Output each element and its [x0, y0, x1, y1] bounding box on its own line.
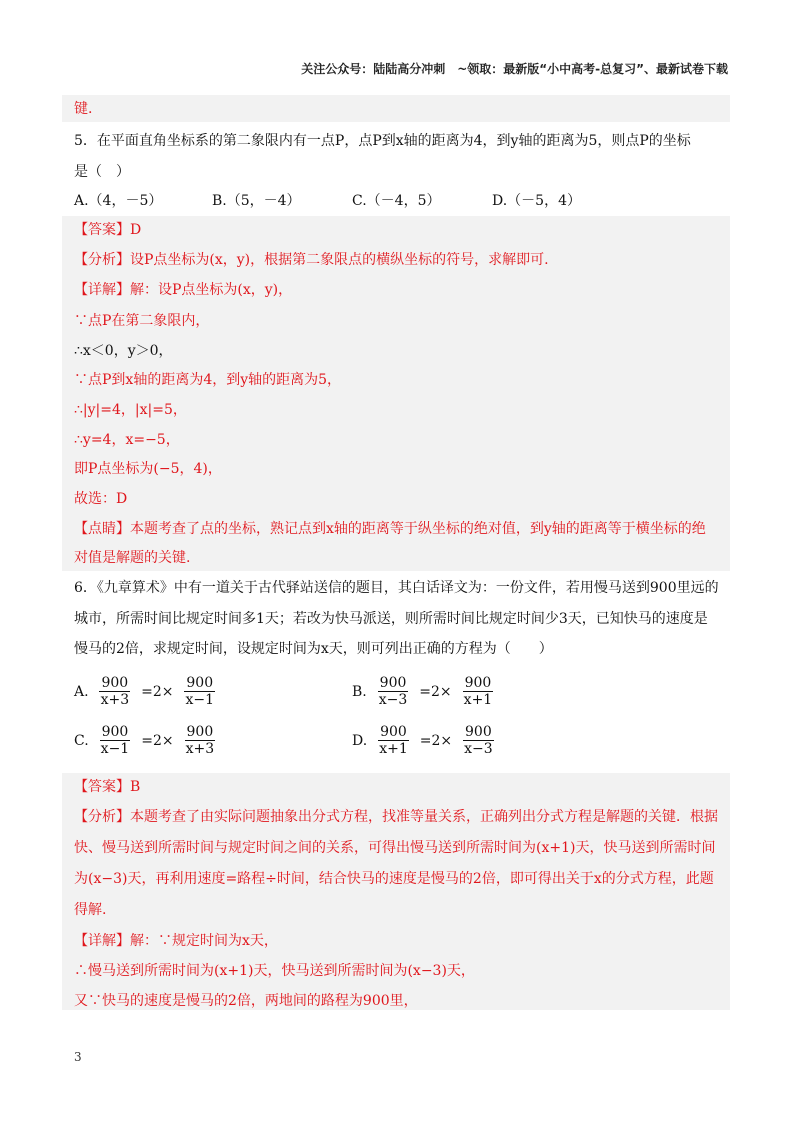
q6-detail-3: 又∵快马的速度是慢马的2倍，两地间的路程为900里， — [74, 993, 418, 1009]
q6-option-a — [74, 675, 218, 708]
numerator: 900 — [101, 675, 129, 691]
numerator: 900 — [379, 675, 407, 691]
q5-detail-3: ∴x＜0，y＞0， — [74, 343, 173, 359]
q6-answer: 【答案】B — [74, 779, 141, 795]
q6-detail-1: 【详解】解：∵规定时间为x天， — [74, 933, 278, 949]
q5-detail-1: 【详解】解：设P点坐标为(x，y)， — [74, 282, 293, 298]
denominator: x−1 — [185, 692, 215, 708]
q5-answer: 【答案】D — [74, 222, 142, 238]
option-label: C. — [74, 732, 89, 749]
shaded-block-top — [62, 95, 730, 122]
fraction — [377, 724, 410, 757]
operator: =2× — [141, 683, 174, 700]
q5-detail-8: 故选：D — [74, 491, 128, 507]
denominator: x+3 — [100, 692, 130, 708]
continued-text: 键. — [74, 101, 93, 117]
fraction — [183, 675, 216, 708]
q6-analysis-line2: 快、慢马送到所需时间与规定时间之间的关系，可得出慢马送到所需时间为(x+1)天，快马送到所需时间 — [74, 840, 716, 856]
q6-option-d — [352, 724, 497, 757]
q5-detail-2: ∵点P在第二象限内， — [74, 313, 210, 329]
q5-stem-line1: 5．在平面直角坐标系的第二象限内有一点P，点P到x轴的距离为4，到y轴的距离为5，则点P的坐标 — [74, 133, 691, 149]
q6-detail-2: ∴慢马送到所需时间为(x+1)天，快马送到所需时间为(x−3)天， — [74, 963, 475, 979]
option-label: A. — [74, 683, 89, 700]
fraction — [377, 675, 410, 708]
q5-analysis: 【分析】设P点坐标为(x，y)，根据第二象限点的横纵坐标的符号，求解即可. — [74, 252, 549, 268]
numerator: 900 — [380, 724, 407, 740]
q6-option-c — [74, 724, 218, 757]
q6-stem-line1: 6．《九章算术》中有一道关于古代驿站送信的题目，其白话译文为：一份文件，若用慢马送到900里远的 — [74, 580, 719, 596]
page-number: 3 — [74, 1050, 82, 1064]
q5-option-a: A.（4，－5） — [74, 193, 163, 209]
q6-analysis-line1: 【分析】本题考查了由实际问题抽象出分式方程，找准等量关系，正确列出分式方程是解题的关键．根据 — [74, 809, 718, 825]
operator: =2× — [141, 732, 174, 749]
q5-detail-4: ∵点P到x轴的距离为4，到y轴的距离为5， — [74, 372, 342, 388]
denominator: x−1 — [100, 741, 130, 757]
denominator: x−3 — [378, 692, 408, 708]
numerator: 900 — [186, 675, 214, 691]
q5-comment-line1: 【点睛】本题考查了点的坐标，熟记点到x轴的距离等于纵坐标的绝对值，到y轴的距离等于横坐标的绝 — [74, 521, 706, 537]
option-label: D. — [352, 732, 368, 749]
q6-stem-line2: 城市，所需时间比规定时间多1天；若改为快马派送，则所需时间比规定时间少3天，已知快马的速度是 — [74, 611, 708, 627]
page-header: 关注公众号：陆陆高分冲刺 ~领取：最新版“小中高考-总复习”、最新试卷下载 — [301, 62, 728, 76]
q5-option-b: B.（5，－4） — [212, 193, 301, 209]
q6-stem-line3: 慢马的2倍，求规定时间，设规定时间为x天，则可列出正确的方程为（ ） — [74, 641, 553, 657]
numerator: 900 — [101, 724, 129, 740]
q5-detail-7: 即P点坐标为(−5，4)， — [74, 461, 222, 477]
denominator: x+1 — [379, 741, 408, 757]
q5-detail-6: ∴y=4，x=−5， — [74, 432, 180, 448]
q6-analysis-line4: 得解. — [74, 902, 107, 918]
operator: =2× — [419, 732, 453, 749]
q6-analysis-line3: 为(x−3)天，再利用速度=路程÷时间，结合快马的速度是慢马的2倍，即可得出关于x的分式方程，此题 — [74, 871, 714, 887]
q5-detail-5: ∴|y|=4，|x|=5， — [74, 402, 187, 418]
option-label: B. — [352, 683, 367, 700]
numerator: 900 — [464, 675, 492, 691]
fraction — [99, 724, 132, 757]
operator: =2× — [419, 683, 452, 700]
q5-comment-line2: 对值是解题的关键. — [74, 550, 191, 566]
fraction — [462, 675, 495, 708]
denominator: x+3 — [185, 741, 215, 757]
numerator: 900 — [186, 724, 214, 740]
numerator: 900 — [465, 724, 492, 740]
fraction — [99, 675, 132, 708]
fraction — [184, 724, 217, 757]
q5-option-c: C.（－4，5） — [352, 193, 441, 209]
denominator: x+1 — [463, 692, 493, 708]
fraction — [462, 724, 495, 757]
denominator: x−3 — [464, 741, 493, 757]
q6-option-b — [352, 675, 496, 708]
q5-stem-line2: 是（ ） — [74, 164, 130, 180]
q5-option-d: D.（－5，4） — [492, 193, 581, 209]
